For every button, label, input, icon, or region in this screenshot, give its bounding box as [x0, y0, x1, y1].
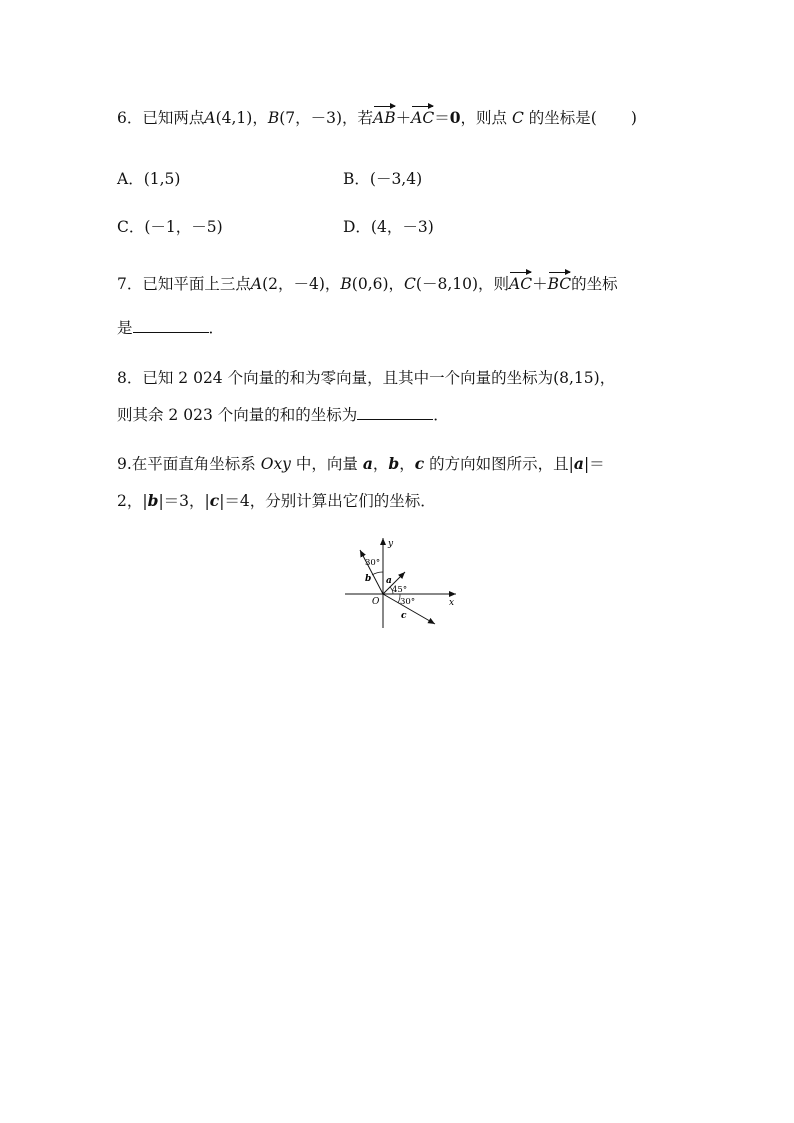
- vector-b-label: b: [365, 574, 372, 584]
- option-d: D．(4，－3): [343, 218, 434, 236]
- question-7-line-2: 是 ．: [117, 319, 225, 337]
- question-9-line-2: 2，|b|＝3，|c|＝4，分别计算出它们的坐标．: [117, 491, 436, 510]
- option-a: A．(1,5): [117, 170, 181, 188]
- vector-a-label: a: [386, 576, 392, 586]
- angle-arc-b: [372, 572, 383, 575]
- question-8-line-2: 则其余 2 023 个向量的和的坐标为 ．: [117, 406, 449, 424]
- angle-label-b: 30°: [365, 558, 381, 568]
- question-6-stem: 6．已知两点A(4,1)，B(7，－3)，若AB＋AC＝0，则点 C 的坐标是( ): [117, 108, 637, 127]
- question-7-line-1: 7．已知平面上三点A(2，－4)，B(0,6)，C(－8,10)，则AC＋BC的坐标: [117, 275, 618, 293]
- vector-AB: AB: [373, 109, 396, 127]
- x-axis-label: x: [449, 598, 455, 608]
- option-c: C．(－1，－5): [117, 218, 223, 236]
- question-8-line-1: 8．已知 2 024 个向量的和为零向量，且其中一个向量的坐标为(8,15)，: [117, 369, 616, 387]
- vector-AC: AC: [411, 109, 435, 127]
- origin-label: O: [372, 597, 380, 607]
- question-9-line-1: 9.在平面直角坐标系 Oxy 中，向量 a，b，c 的方向如图所示，且|a|＝: [117, 454, 605, 473]
- y-axis-label: y: [388, 539, 394, 549]
- angle-label-a: 45°: [392, 585, 408, 595]
- vector-c-label: c: [401, 611, 407, 621]
- vector-AC: AC: [509, 275, 533, 293]
- vector-BC: BC: [547, 275, 572, 293]
- option-b: B．(－3,4): [343, 170, 423, 188]
- angle-label-c: 30°: [400, 597, 416, 607]
